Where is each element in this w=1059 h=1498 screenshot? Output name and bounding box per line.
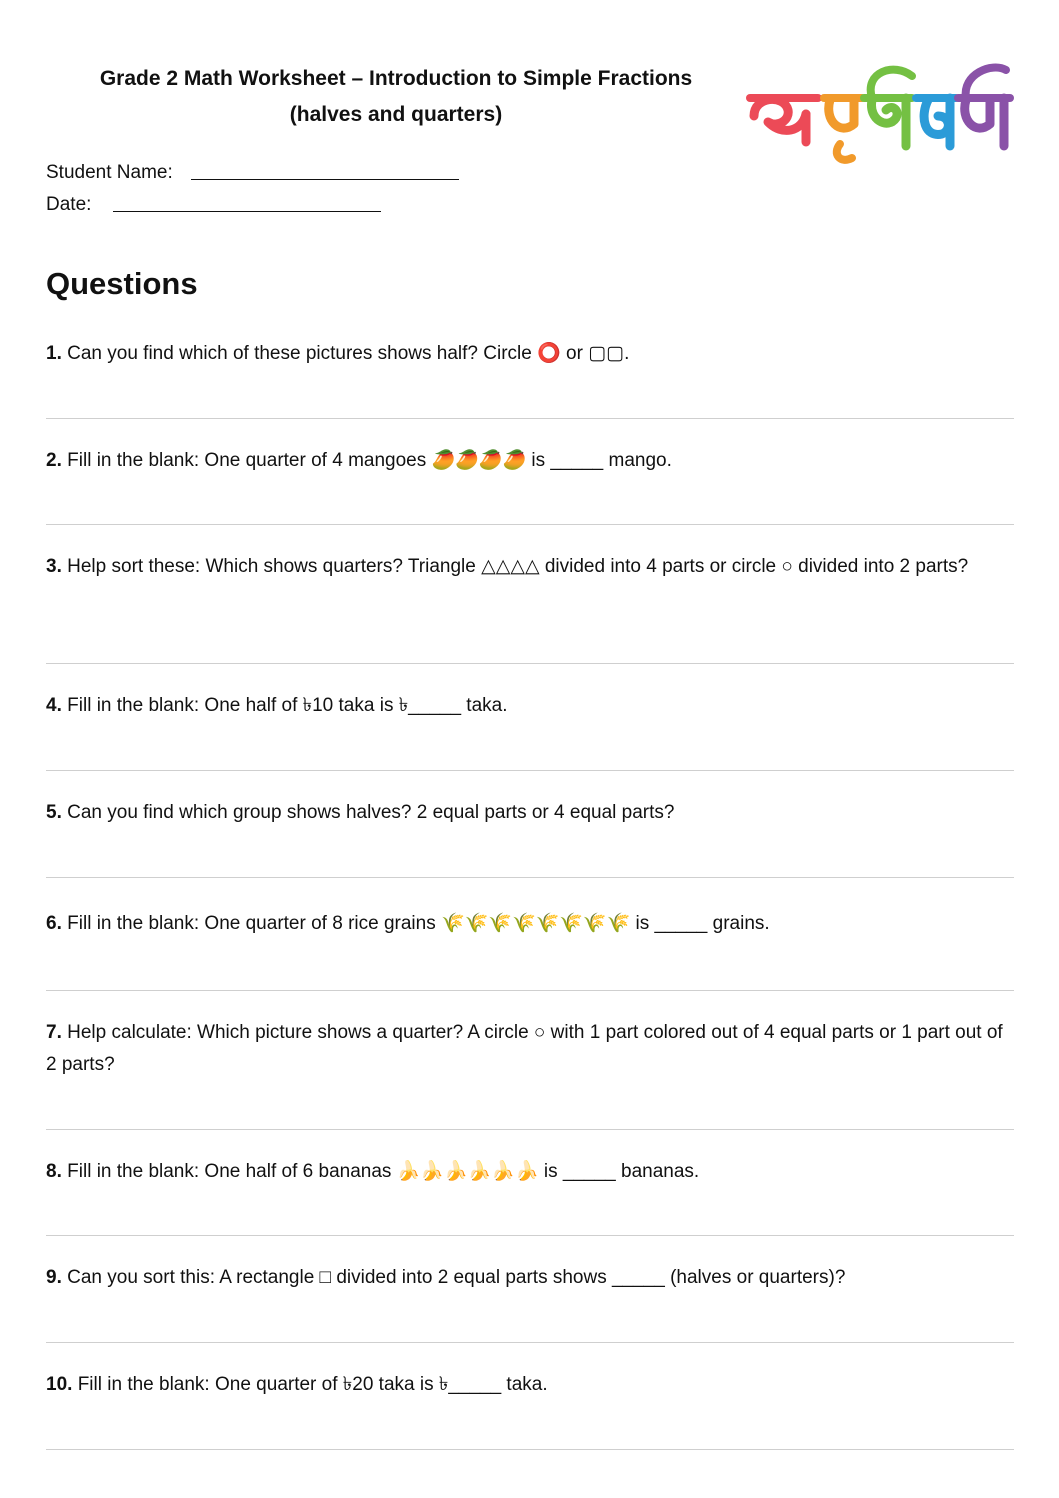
question-1 bbox=[46, 338, 1014, 370]
question-5 bbox=[46, 797, 1014, 829]
question-text: Fill in the blank: One quarter of 4 mangoes 🥭🥭🥭🥭 is _____ mango. bbox=[67, 450, 672, 471]
divider bbox=[46, 524, 1014, 525]
question-text: Fill in the blank: One quarter of 8 rice grains 🌾🌾🌾🌾🌾🌾🌾🌾 is _____ grains. bbox=[67, 913, 770, 934]
question-number: 10. bbox=[46, 1374, 73, 1395]
question-text: Help calculate: Which picture shows a quarter? A circle ○ with 1 part colored out of 4 equal parts or 1 part out of 2 parts? bbox=[46, 1022, 1003, 1075]
question-text: Can you find which of these pictures shows half? Circle ⭕ or ▢▢. bbox=[67, 343, 630, 364]
question-4 bbox=[46, 690, 1014, 722]
divider bbox=[46, 418, 1014, 419]
question-text: Fill in the blank: One half of 6 bananas 🍌🍌🍌🍌🍌🍌 is _____ bananas. bbox=[67, 1161, 700, 1182]
question-3 bbox=[46, 551, 1014, 583]
question-number: 2. bbox=[46, 450, 62, 471]
question-number: 9. bbox=[46, 1267, 62, 1288]
worksheet-title bbox=[46, 61, 746, 133]
question-number: 5. bbox=[46, 802, 62, 823]
divider bbox=[46, 663, 1014, 664]
question-6 bbox=[46, 908, 1014, 940]
divider bbox=[46, 1235, 1014, 1236]
title-line-2: (halves and quarters) bbox=[289, 103, 503, 126]
student-name-blank[interactable] bbox=[191, 179, 459, 180]
question-number: 7. bbox=[46, 1022, 62, 1043]
divider bbox=[46, 1342, 1014, 1343]
question-text: Fill in the blank: One half of ৳10 taka is ৳_____ taka. bbox=[67, 695, 508, 716]
question-number: 4. bbox=[46, 695, 62, 716]
student-name-label: Student Name: bbox=[46, 162, 173, 183]
question-8 bbox=[46, 1156, 1014, 1188]
question-text: Can you sort this: A rectangle □ divided into 2 equal parts shows _____ (halves or quarters)? bbox=[67, 1267, 846, 1288]
question-number: 8. bbox=[46, 1161, 62, 1182]
divider bbox=[46, 990, 1014, 991]
title-line-1: Grade 2 Math Worksheet – Introduction to Simple Fractions bbox=[99, 67, 693, 90]
question-10 bbox=[46, 1369, 1014, 1401]
date-field bbox=[46, 194, 381, 216]
divider bbox=[46, 1129, 1014, 1130]
divider bbox=[46, 770, 1014, 771]
divider bbox=[46, 877, 1014, 878]
question-9 bbox=[46, 1262, 1014, 1294]
date-label: Date: bbox=[46, 194, 92, 215]
question-7 bbox=[46, 1017, 1014, 1081]
question-text: Fill in the blank: One quarter of ৳20 taka is ৳_____ taka. bbox=[77, 1374, 548, 1395]
question-text: Can you find which group shows halves? 2 equal parts or 4 equal parts? bbox=[67, 802, 675, 823]
question-number: 3. bbox=[46, 556, 62, 577]
anusheelani-logo bbox=[744, 58, 1019, 173]
date-blank[interactable] bbox=[113, 211, 381, 212]
questions-heading: Questions bbox=[46, 266, 198, 301]
question-text: Help sort these: Which shows quarters? Triangle △△△△ divided into 4 parts or circle ○ divided into 2 parts? bbox=[67, 556, 969, 577]
question-number: 6. bbox=[46, 913, 62, 934]
question-number: 1. bbox=[46, 343, 62, 364]
question-2 bbox=[46, 445, 1014, 477]
student-name-field bbox=[46, 162, 459, 184]
divider bbox=[46, 1449, 1014, 1450]
